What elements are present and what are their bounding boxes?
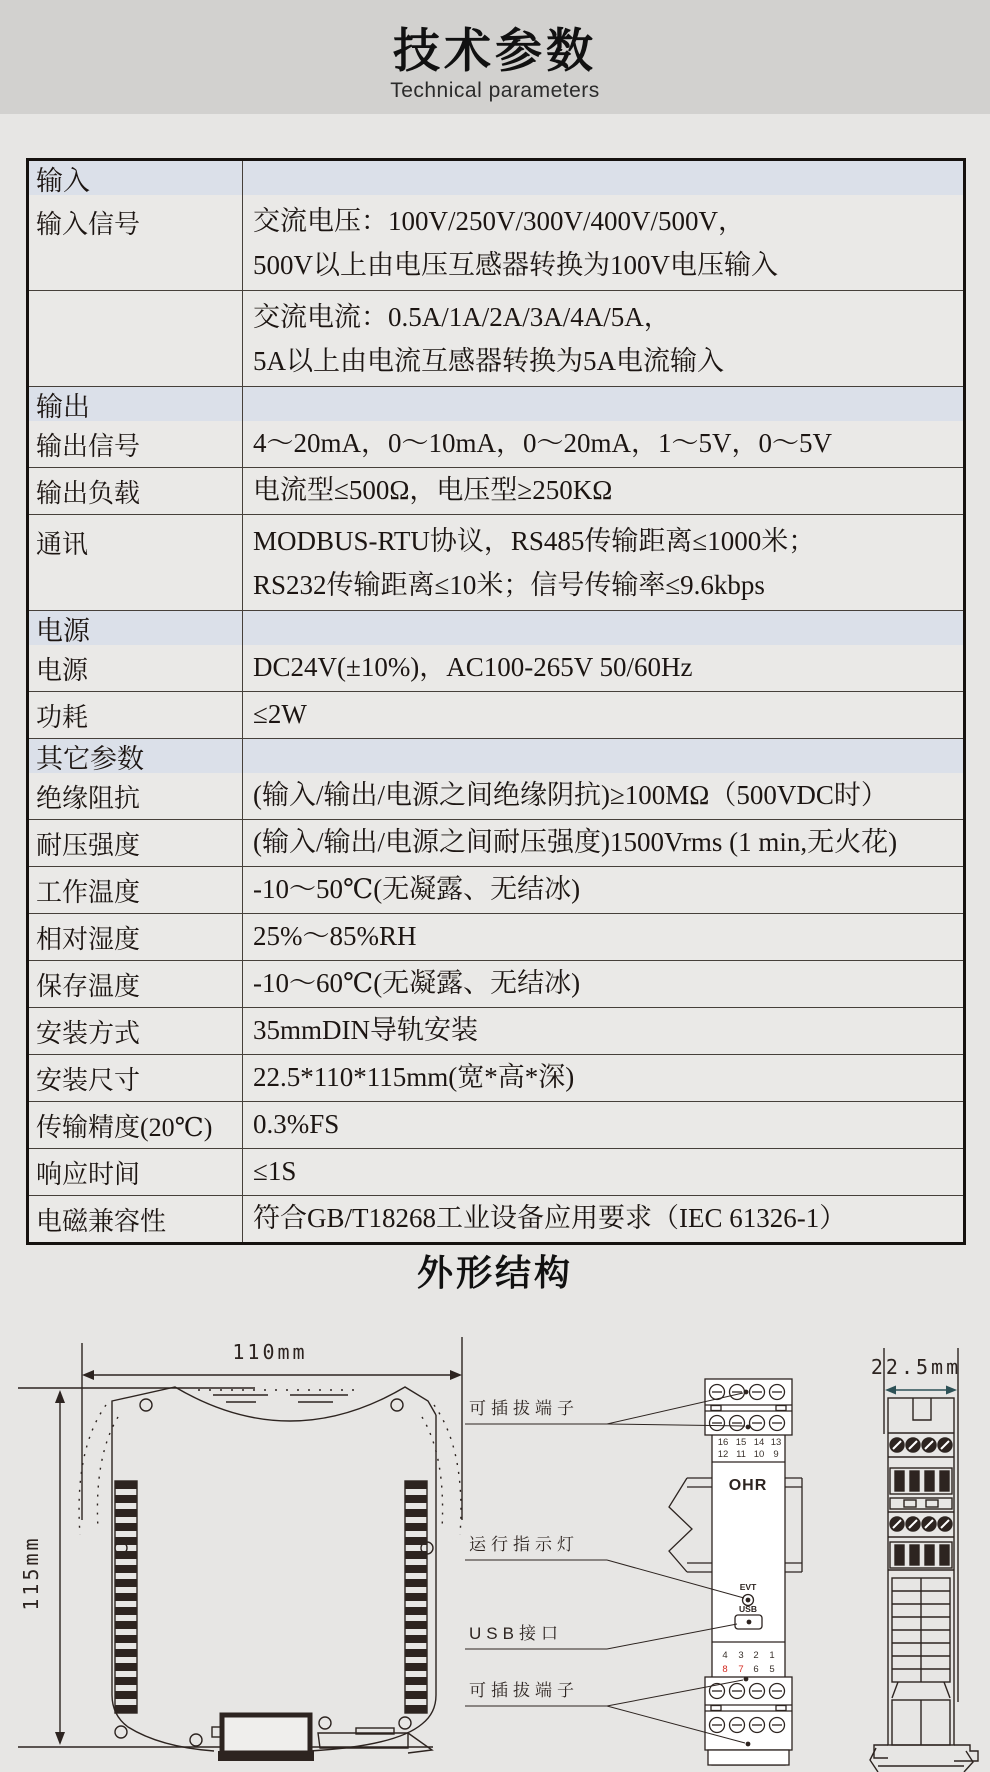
terminal-number: 10 — [753, 1449, 765, 1460]
row-value — [243, 387, 963, 421]
table-row — [29, 773, 963, 819]
row-value — [243, 468, 963, 514]
row-value-line: 符合GB/T18268工业设备应用要求（IEC 61326-1） — [253, 1203, 847, 1234]
bottom-terminal-block — [705, 1677, 792, 1765]
side-profile-diagram — [8, 1315, 478, 1767]
height-dimension — [18, 1388, 433, 1747]
table-row — [29, 467, 963, 514]
terminal-number: 2 — [753, 1650, 759, 1661]
row-label: 安装尺寸 — [29, 1055, 243, 1101]
row-value-line: (输入/输出/电源之间绝缘阴抗)≥100MΩ（500VDC时） — [253, 780, 888, 811]
table-row — [29, 421, 963, 467]
table-row — [29, 913, 963, 960]
width-dim-label: 110mm — [232, 1340, 308, 1364]
table-row — [29, 195, 963, 290]
row-label: 输出负载 — [29, 468, 243, 514]
terminal-number: 16 — [717, 1437, 729, 1448]
row-label: 电磁兼容性 — [29, 1196, 243, 1242]
row-label: 功耗 — [29, 692, 243, 738]
table-row — [29, 1195, 963, 1242]
terminal-number: 9 — [773, 1449, 779, 1460]
row-value-line: RS232传输距离≤10米；信号传输率≤9.6kbps — [253, 569, 765, 600]
row-label: 通讯 — [29, 515, 243, 610]
row-label: 输入信号 — [29, 195, 243, 290]
row-label: 相对湿度 — [29, 914, 243, 960]
terminal-number: 1 — [769, 1650, 775, 1661]
din-clip-foot — [870, 1700, 978, 1772]
terminal-number: 4 — [722, 1650, 728, 1661]
terminal-number: 13 — [770, 1437, 782, 1448]
row-value-line: 5A以上由电流互感器转换为5A电流输入 — [253, 345, 724, 376]
row-value-line: 500V以上由电压互感器转换为100V电压输入 — [253, 249, 778, 280]
row-label: 响应时间 — [29, 1149, 243, 1195]
row-label: 保存温度 — [29, 961, 243, 1007]
table-section-row — [29, 161, 963, 195]
row-value — [243, 611, 963, 645]
table-row — [29, 514, 963, 610]
front-view-diagram — [455, 1378, 815, 1772]
row-value — [243, 1149, 963, 1195]
depth-view-diagram — [780, 1330, 988, 1772]
row-value — [243, 867, 963, 913]
row-value-line: 交流电流：0.5A/1A/2A/3A/4A/5A， — [253, 301, 671, 332]
table-row — [29, 819, 963, 866]
module-outline — [112, 1387, 436, 1751]
vent-slats-left — [115, 1481, 137, 1713]
table-row — [29, 960, 963, 1007]
table-row — [29, 645, 963, 691]
page-subtitle: Technical parameters — [390, 79, 600, 102]
row-label: 其它参数 — [29, 739, 243, 773]
row-value-line: 电流型≤500Ω，电压型≥250KΩ — [253, 475, 613, 506]
row-value-line: ≤1S — [253, 1156, 297, 1187]
table-row — [29, 290, 963, 386]
row-value-line: 35mmDIN导轨安装 — [253, 1015, 478, 1046]
row-value — [243, 195, 963, 290]
row-value — [243, 692, 963, 738]
row-value-line: 4～20mA，0～10mA，0～20mA，1～5V，0～5V — [253, 428, 832, 459]
row-value-line: DC24V(±10%)，AC100-265V 50/60Hz — [253, 652, 693, 683]
terminal-number: 3 — [738, 1650, 744, 1661]
evt-label: EVT — [739, 1582, 757, 1592]
callout-terminal-top: 可插拔端子 — [469, 1399, 579, 1418]
row-value — [243, 739, 963, 773]
row-label: 传输精度(20℃) — [29, 1102, 243, 1148]
callout-usb-port: USB接口 — [469, 1624, 563, 1643]
screw-holes — [115, 1399, 433, 1746]
spec-table — [26, 158, 966, 1245]
row-value — [243, 1196, 963, 1242]
table-section-row — [29, 738, 963, 773]
row-value-line: 交流电压：100V/250V/300V/400V/500V， — [253, 205, 745, 236]
table-row — [29, 1101, 963, 1148]
row-value — [243, 961, 963, 1007]
row-value — [243, 1102, 963, 1148]
row-value — [243, 645, 963, 691]
row-value-line: 22.5*110*115mm(宽*高*深) — [253, 1062, 575, 1093]
table-row — [29, 1007, 963, 1054]
row-value — [243, 515, 963, 610]
row-label: 安装方式 — [29, 1008, 243, 1054]
table-row — [29, 866, 963, 913]
row-label: 耐压强度 — [29, 820, 243, 866]
row-value-line: 0.3%FS — [253, 1109, 340, 1140]
depth-dim-label: 22.5mm — [870, 1355, 962, 1379]
usb-label: USB — [739, 1604, 757, 1614]
title-band — [0, 0, 990, 114]
row-label — [29, 291, 243, 386]
terminal-number: 11 — [736, 1449, 746, 1460]
row-value — [243, 1008, 963, 1054]
row-value — [243, 291, 963, 386]
row-value-line: ≤2W — [253, 699, 307, 730]
row-value-line: -10～60℃(无凝露、无结冰) — [253, 968, 581, 999]
row-label: 输出信号 — [29, 421, 243, 467]
row-value-line: -10～50℃(无凝露、无结冰) — [253, 874, 581, 905]
terminal-number: 14 — [753, 1437, 765, 1448]
terminal-number: 12 — [717, 1449, 729, 1460]
row-value — [243, 161, 963, 195]
row-label: 绝缘阻抗 — [29, 773, 243, 819]
callout-terminal-bottom: 可插拔端子 — [469, 1681, 579, 1700]
row-label: 输出 — [29, 387, 243, 421]
row-value-line: MODBUS-RTU协议，RS485传输距离≤1000米； — [253, 525, 816, 556]
row-label: 电源 — [29, 611, 243, 645]
row-value-line: 25%～85%RH — [253, 921, 417, 952]
page-title: 技术参数 — [393, 24, 597, 77]
row-value — [243, 421, 963, 467]
vent-slats-right — [405, 1481, 427, 1713]
vent-ladder — [892, 1578, 950, 1698]
callout-run-led: 运行指示灯 — [469, 1535, 579, 1554]
table-row — [29, 1148, 963, 1195]
height-dim-label: 115mm — [19, 1535, 43, 1611]
row-label: 工作温度 — [29, 867, 243, 913]
row-value — [243, 914, 963, 960]
table-row — [29, 1054, 963, 1101]
terminal-number-red: 8 — [722, 1664, 728, 1675]
row-value-line: (输入/输出/电源之间耐压强度)1500Vrms (1 min,无火花) — [253, 827, 898, 858]
structure-section-title: 外形结构 — [416, 1252, 573, 1293]
brand-logo: OHR — [728, 1477, 768, 1494]
terminal-number: 6 — [753, 1664, 759, 1675]
row-value — [243, 820, 963, 866]
top-terminal-block — [705, 1379, 792, 1435]
terminal-number: 15 — [735, 1437, 747, 1448]
row-label: 电源 — [29, 645, 243, 691]
table-section-row — [29, 610, 963, 645]
table-section-row — [29, 386, 963, 421]
row-label: 输入 — [29, 161, 243, 195]
row-value — [243, 1055, 963, 1101]
terminal-number-red: 7 — [738, 1664, 744, 1675]
table-row — [29, 691, 963, 738]
row-value — [243, 773, 963, 819]
terminal-number: 5 — [769, 1664, 775, 1675]
usb-port — [735, 1615, 762, 1629]
